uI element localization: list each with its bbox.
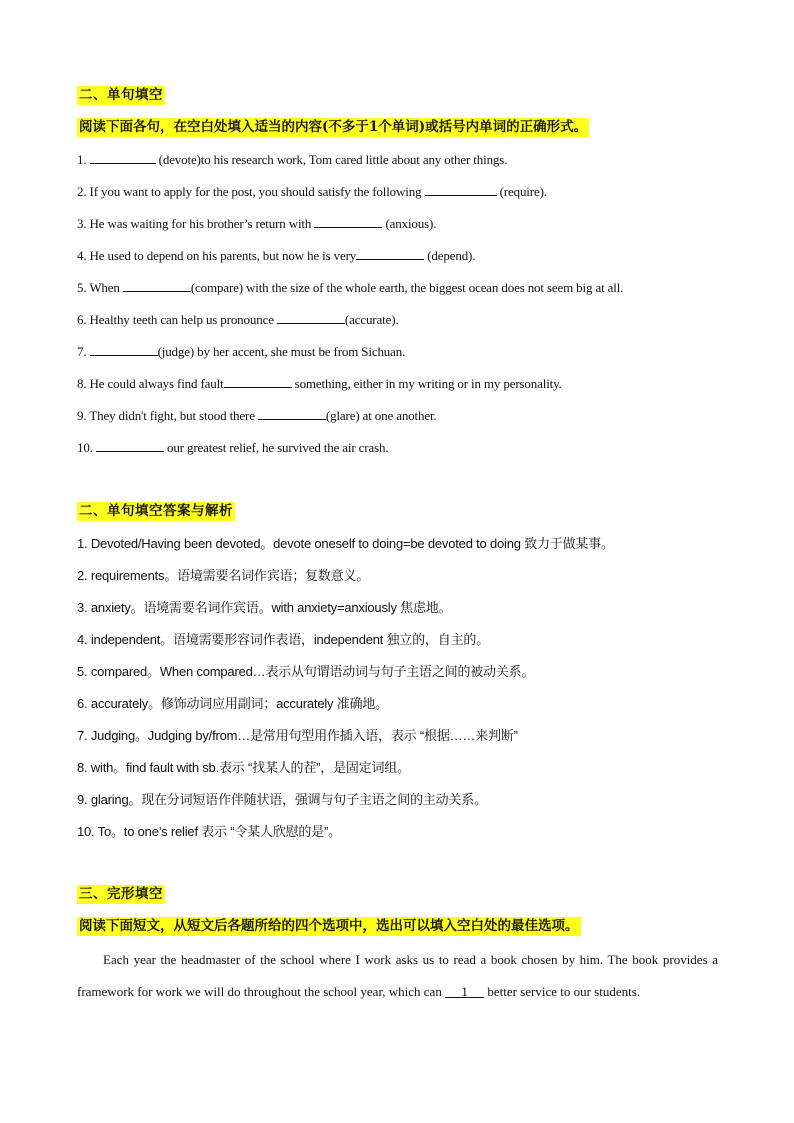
question-item: 4. He used to depend on his parents, but now he is very (depend). [77,248,476,263]
section-heading-fill-in: 二、单句填空 [79,87,163,103]
answer-item: 1. Devoted/Having been devoted。devote oneself to doing=be devoted to doing 致力于做某事。 [77,536,614,551]
answer-blank[interactable] [277,311,345,324]
cloze-passage: Each year the headmaster of the school where I work asks us to read a book chosen by him. The book provides a framework for work we will do throughout the school year, which can 1 better service to our students. [77,952,718,999]
answer-item: 7. Judging。Judging by/from…是常用句型用作插入语，表示 “根据……来判断” [77,728,518,743]
section-instruction-cloze: 阅读下面短文，从短文后各题所给的四个选项中，选出可以填入空白处的最佳选项。 [79,918,579,934]
answer-item: 8. with。find fault with sb.表示 “找某人的茬”，是固定词组。 [77,760,410,775]
answer-blank[interactable] [258,407,326,420]
answer-item: 5. compared。When compared…表示从句谓语动词与句子主语之间的被动关系。 [77,664,535,679]
answer-blank[interactable] [123,279,191,292]
question-item: 6. Healthy teeth can help us pronounce (accurate). [77,312,399,327]
section-heading-answers: 二、单句填空答案与解析 [79,503,233,519]
answer-blank[interactable] [425,183,497,196]
section-heading-cloze: 三、完形填空 [79,886,163,902]
answer-blank[interactable] [224,375,292,388]
answer-blank[interactable] [90,343,158,356]
question-item: 2. If you want to apply for the post, you should satisfy the following (require). [77,184,547,199]
answer-blank[interactable] [90,151,156,164]
question-item: 5. When (compare) with the size of the whole earth, the biggest ocean does not seem big at all. [77,280,624,295]
answer-item: 6. accurately。修饰动词应用副词；accurately 准确地。 [77,696,388,711]
question-item: 9. They didn't fight, but stood there (glare) at one another. [77,408,437,423]
answer-blank[interactable] [314,215,382,228]
question-item: 1. (devote)to his research work, Tom cared little about any other things. [77,152,508,167]
answer-item: 10. To。to one’s relief 表示 “令某人欣慰的是”。 [77,824,341,839]
question-item: 3. He was waiting for his brother’s return with (anxious). [77,216,437,231]
answer-blank[interactable] [96,439,164,452]
question-item: 7. (judge) by her accent, she must be from Sichuan. [77,344,406,359]
question-item: 8. He could always find fault something, either in my writing or in my personality. [77,376,562,391]
answer-item: 9. glaring。现在分词短语作伴随状语，强调与句子主语之间的主动关系。 [77,792,487,807]
answer-blank[interactable] [356,247,424,260]
question-item: 10. our greatest relief, he survived the air crash. [77,440,389,455]
cloze-blank-1[interactable]: 1 [461,984,468,999]
section-instruction-fill-in: 阅读下面各句，在空白处填入适当的内容(不多于1个单词)或括号内单词的正确形式。 [79,119,588,135]
answer-item: 2. requirements。语境需要名词作宾语；复数意义。 [77,568,370,583]
answer-item: 3. anxiety。语境需要名词作宾语。with anxiety=anxiously 焦虑地。 [77,600,452,615]
answer-item: 4. independent。语境需要形容词作表语，independent 独立的，自主的。 [77,632,490,647]
